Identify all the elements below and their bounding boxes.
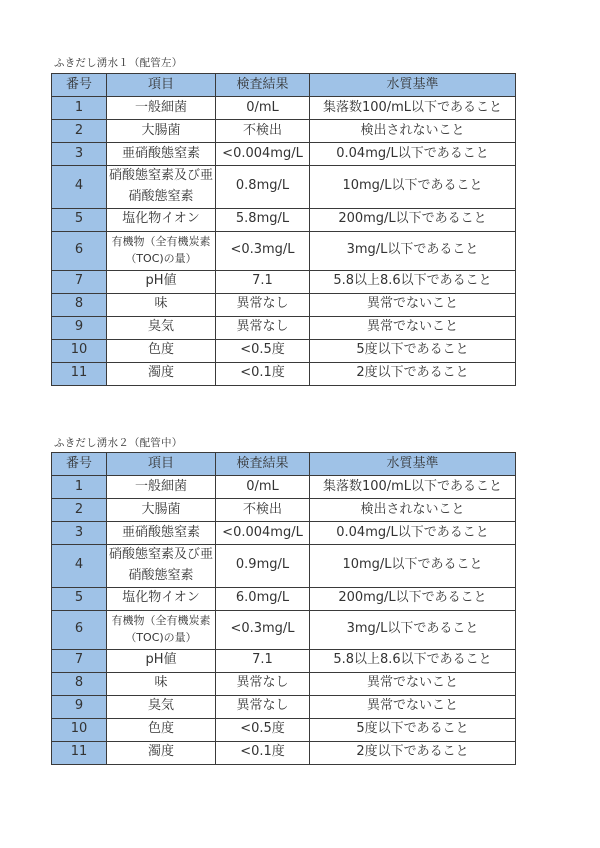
row-number: 10 [52, 718, 107, 741]
row-item: 濁度 [107, 741, 216, 764]
row-item: pH値 [107, 649, 216, 672]
row-standard: 検出されないこと [310, 120, 516, 143]
header-standard: 水質基準 [310, 74, 516, 97]
row-item: 亜硝酸態窒素 [107, 522, 216, 545]
table-header-row [52, 74, 516, 97]
water-quality-table-2 [51, 452, 516, 765]
row-number: 7 [52, 649, 107, 672]
row-number: 4 [52, 545, 107, 588]
row-standard: 10mg/L以下であること [310, 545, 516, 588]
table-row [52, 316, 516, 339]
row-item: 色度 [107, 718, 216, 741]
row-number: 11 [52, 741, 107, 764]
row-item: 塩化物イオン [107, 208, 216, 231]
row-result: 7.1 [216, 649, 310, 672]
row-standard: 異常でないこと [310, 695, 516, 718]
row-number: 5 [52, 208, 107, 231]
table-row [52, 718, 516, 741]
table-row [52, 270, 516, 293]
row-number: 11 [52, 362, 107, 385]
row-item: 濁度 [107, 362, 216, 385]
row-number: 1 [52, 97, 107, 120]
row-standard: 2度以下であること [310, 741, 516, 764]
row-item: pH値 [107, 270, 216, 293]
row-number: 3 [52, 522, 107, 545]
row-item: 大腸菌 [107, 499, 216, 522]
row-result: <0.004mg/L [216, 143, 310, 166]
table-row [52, 143, 516, 166]
row-number: 3 [52, 143, 107, 166]
table-2-caption: ふきだし湧水２（配管中） [54, 437, 183, 449]
table-row [52, 499, 516, 522]
header-standard: 水質基準 [310, 453, 516, 476]
row-result: <0.5度 [216, 339, 310, 362]
row-result: 異常なし [216, 293, 310, 316]
table-row [52, 610, 516, 649]
row-item: 味 [107, 293, 216, 316]
row-number: 8 [52, 293, 107, 316]
row-item: 一般細菌 [107, 476, 216, 499]
row-item: 亜硝酸態窒素 [107, 143, 216, 166]
table-row [52, 476, 516, 499]
row-item: 塩化物イオン [107, 587, 216, 610]
row-result: 異常なし [216, 316, 310, 339]
table-1-caption: ふきだし湧水１（配管左） [54, 57, 183, 69]
row-standard: 5度以下であること [310, 718, 516, 741]
row-standard: 5.8以上8.6以下であること [310, 649, 516, 672]
row-result: <0.004mg/L [216, 522, 310, 545]
row-result: 5.8mg/L [216, 208, 310, 231]
row-item: 硝酸態窒素及び亜硝酸態窒素 [107, 545, 216, 588]
row-result: 7.1 [216, 270, 310, 293]
row-result: 6.0mg/L [216, 587, 310, 610]
row-number: 9 [52, 316, 107, 339]
row-standard: 集落数100/mL以下であること [310, 97, 516, 120]
row-number: 8 [52, 672, 107, 695]
row-number: 4 [52, 166, 107, 209]
table-row [52, 587, 516, 610]
row-result: <0.3mg/L [216, 610, 310, 649]
row-result: 不検出 [216, 499, 310, 522]
row-item: 臭気 [107, 695, 216, 718]
row-number: 6 [52, 610, 107, 649]
row-number: 1 [52, 476, 107, 499]
row-standard: 200mg/L以下であること [310, 208, 516, 231]
table-row [52, 545, 516, 588]
header-number: 番号 [52, 453, 107, 476]
table-row [52, 649, 516, 672]
row-item: 硝酸態窒素及び亜硝酸態窒素 [107, 166, 216, 209]
row-number: 5 [52, 587, 107, 610]
row-result: 異常なし [216, 695, 310, 718]
header-result: 検査結果 [216, 453, 310, 476]
row-result: <0.5度 [216, 718, 310, 741]
table-row [52, 120, 516, 143]
row-result: 0.8mg/L [216, 166, 310, 209]
row-standard: 0.04mg/L以下であること [310, 522, 516, 545]
table-row [52, 97, 516, 120]
row-standard: 3mg/L以下であること [310, 231, 516, 270]
row-standard: 10mg/L以下であること [310, 166, 516, 209]
row-number: 6 [52, 231, 107, 270]
row-number: 9 [52, 695, 107, 718]
table-row [52, 339, 516, 362]
row-result: 不検出 [216, 120, 310, 143]
row-standard: 異常でないこと [310, 316, 516, 339]
table-row [52, 522, 516, 545]
table-row [52, 208, 516, 231]
row-item: 一般細菌 [107, 97, 216, 120]
row-item: 臭気 [107, 316, 216, 339]
row-standard: 集落数100/mL以下であること [310, 476, 516, 499]
row-result: 0/mL [216, 97, 310, 120]
row-standard: 異常でないこと [310, 293, 516, 316]
row-standard: 5度以下であること [310, 339, 516, 362]
row-item: 有機物（全有機炭素（TOC)の量） [107, 610, 216, 649]
row-number: 7 [52, 270, 107, 293]
row-standard: 検出されないこと [310, 499, 516, 522]
row-number: 2 [52, 499, 107, 522]
table-row [52, 293, 516, 316]
table-row [52, 231, 516, 270]
row-standard: 異常でないこと [310, 672, 516, 695]
row-result: 0.9mg/L [216, 545, 310, 588]
row-standard: 200mg/L以下であること [310, 587, 516, 610]
row-item: 大腸菌 [107, 120, 216, 143]
row-result: <0.1度 [216, 362, 310, 385]
row-result: <0.1度 [216, 741, 310, 764]
header-result: 検査結果 [216, 74, 310, 97]
table-row [52, 695, 516, 718]
row-item: 色度 [107, 339, 216, 362]
table-header-row [52, 453, 516, 476]
row-result: 0/mL [216, 476, 310, 499]
row-standard: 2度以下であること [310, 362, 516, 385]
water-quality-table-1 [51, 73, 516, 386]
row-standard: 0.04mg/L以下であること [310, 143, 516, 166]
table-row [52, 166, 516, 209]
table-row [52, 362, 516, 385]
table-row [52, 741, 516, 764]
row-number: 2 [52, 120, 107, 143]
row-number: 10 [52, 339, 107, 362]
table-row [52, 672, 516, 695]
header-number: 番号 [52, 74, 107, 97]
row-result: 異常なし [216, 672, 310, 695]
header-item: 項目 [107, 74, 216, 97]
row-result: <0.3mg/L [216, 231, 310, 270]
row-item: 有機物（全有機炭素（TOC)の量） [107, 231, 216, 270]
row-standard: 3mg/L以下であること [310, 610, 516, 649]
row-standard: 5.8以上8.6以下であること [310, 270, 516, 293]
header-item: 項目 [107, 453, 216, 476]
row-item: 味 [107, 672, 216, 695]
